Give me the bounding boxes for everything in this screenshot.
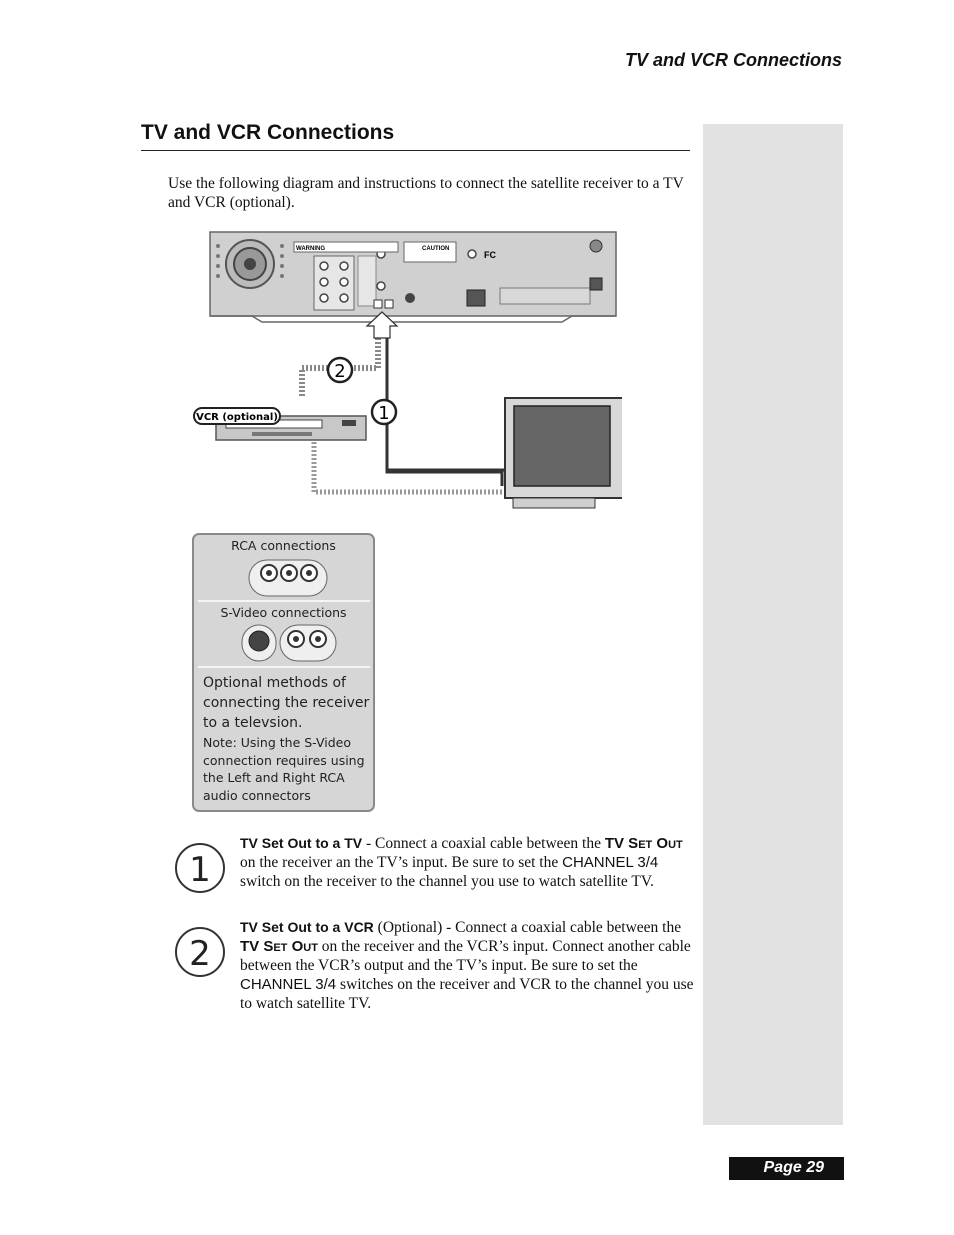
margin-sidebar	[703, 124, 843, 1125]
optional-methods-heading: Optional methods of connecting the receiver to a televsion.	[203, 675, 370, 731]
step-2-text: TV Set Out to a VCR (Optional) - Connect a coaxial cable between the TV Set Out on the receiver and the VCR’s input. Connect another cable between the VCR’s output and the TV’s input. Be sure to set the CHANNEL 3/4 switches on the receiver and VCR to the channel you use to watch satellite TV.	[240, 919, 694, 1012]
fcc-label: FC	[484, 250, 496, 260]
svideo-note: Note: Using the S-Video connection requires using the Left and Right RCA audio connectors	[203, 735, 365, 803]
vcr-label: VCR (optional)	[196, 412, 278, 423]
step-1-number	[174, 842, 226, 894]
section-title: TV and VCR Connections	[141, 121, 395, 144]
page-number: Page 29	[763, 1159, 824, 1176]
step-1-title: TV Set Out to a TV	[240, 835, 363, 851]
intro-paragraph: Use the following diagram and instructions to connect the satellite receiver to a TV and VCR (optional).	[168, 175, 684, 211]
tv-set-out-term: TV Set Out	[604, 835, 683, 852]
receiver-back-panel	[210, 232, 616, 322]
caution-label: CAUTION	[422, 246, 450, 252]
warning-label: WARNING	[296, 246, 325, 252]
step-1-text: TV Set Out to a TV - Connect a coaxial cable between the TV Set Out on the receiver an the TV’s input. Be sure to set the CHANNEL 3/4 switch on the receiver to the channel you use to watch satellite TV.	[240, 835, 683, 890]
rca-connections-title: RCA connections	[231, 538, 336, 553]
svideo-connections-title: S-Video connections	[220, 605, 347, 620]
step-2-title: TV Set Out to a VCR	[240, 919, 374, 935]
television	[505, 398, 622, 508]
svideo-connectors	[242, 625, 336, 661]
callout-2	[328, 358, 352, 382]
step-2-number	[174, 926, 226, 978]
svg-text:2: 2	[189, 934, 211, 974]
svg-text:1: 1	[378, 403, 390, 424]
running-header: TV and VCR Connections	[624, 50, 842, 70]
title-rule	[141, 150, 690, 151]
svg-text:1: 1	[189, 850, 211, 890]
connection-diagram	[192, 230, 622, 512]
channel-switch-term: CHANNEL 3/4	[562, 854, 659, 871]
svg-text:2: 2	[334, 361, 346, 382]
rca-connectors	[249, 560, 327, 596]
tv-set-out-term: TV Set Out	[240, 938, 318, 955]
optional-methods-text	[203, 673, 378, 804]
callout-1	[372, 400, 396, 424]
channel-switch-term: CHANNEL 3/4	[240, 976, 337, 993]
